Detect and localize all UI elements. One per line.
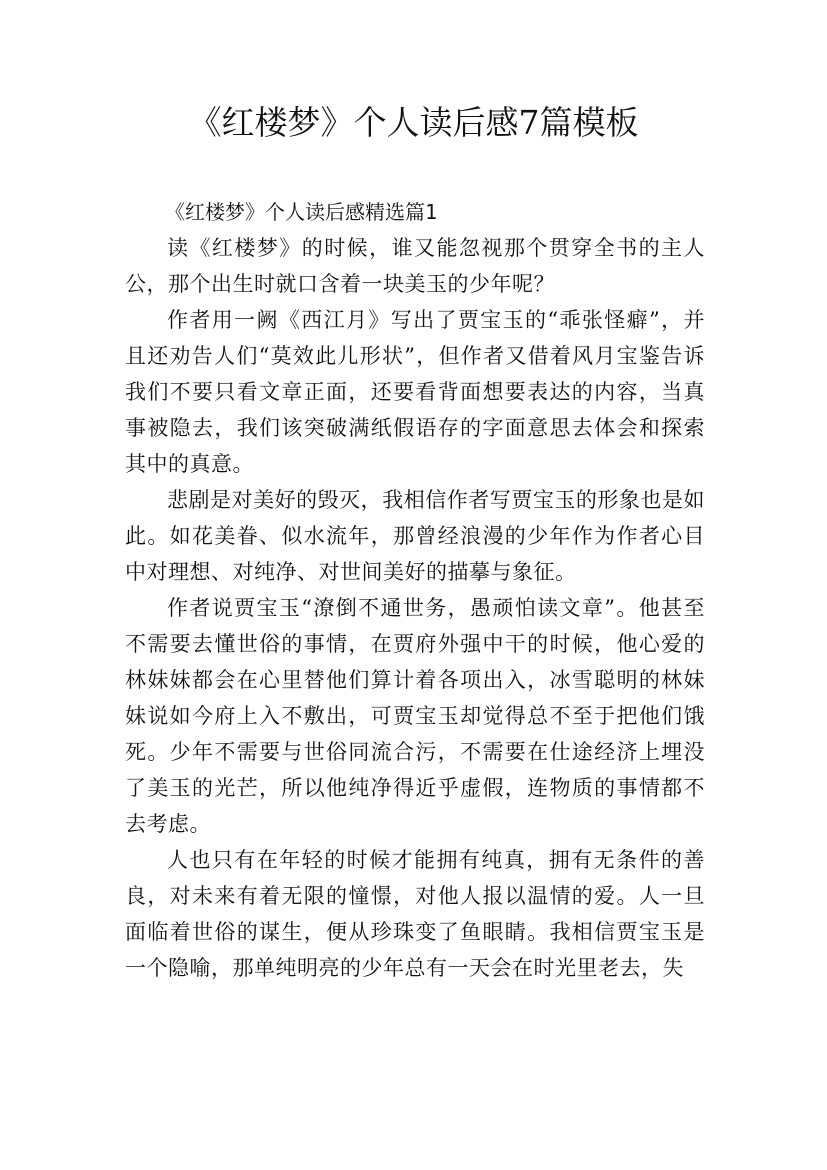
paragraph-4: 作者说贾宝玉“潦倒不通世务，愚顽怕读文章”。他甚至不需要去懂世俗的事情，在贾府外强中干的时候，他心爱的林妹妹都会在心里替他们算计着各项出入，冰雪聪明的林妹妹说如今府上入不敷出，可贾宝玉却觉得总不至于把他们饿死。少年不需要与世俗同流合污，不需要在仕途经济上埋没了美玉的光芒，所以他纯净得近乎虚假，连物质的事情都不去考虑。 xyxy=(125,596,705,836)
section-heading: 《红楼梦》个人读后感精选篇1 xyxy=(165,200,438,224)
paragraph-3: 悲剧是对美好的毁灭，我相信作者写贾宝玉的形象也是如此。如花美眷、似水流年，那曾经浪漫的少年作为作者心目中对理想、对纯净、对世间美好的描摹与象征。 xyxy=(125,488,705,584)
paragraph-2: 作者用一阙《西江月》写出了贾宝玉的“乖张怪癖”，并且还劝告人们“莫效此儿形状”，但作者又借着风月宝鉴告诉我们不要只看文章正面，还要看背面想要表达的内容，当真事被隐去，我们该突破满纸假语存的字面意思去体会和探索其中的真意。 xyxy=(125,308,705,476)
document-title: 《红楼梦》个人读后感7篇模板 xyxy=(188,103,639,142)
paragraph-5: 人也只有在年轻的时候才能拥有纯真，拥有无条件的善良，对未来有着无限的憧憬，对他人报以温情的爱。人一旦面临着世俗的谋生，便从珍珠变了鱼眼睛。我相信贾宝玉是一个隐喻，那单纯明亮的少年总有一天会在时光里老去，失 xyxy=(125,848,705,980)
document-body xyxy=(125,194,705,986)
paragraph-1: 读《红楼梦》的时候，谁又能忽视那个贯穿全书的主人公，那个出生时就口含着一块美玉的少年呢？ xyxy=(125,236,705,296)
